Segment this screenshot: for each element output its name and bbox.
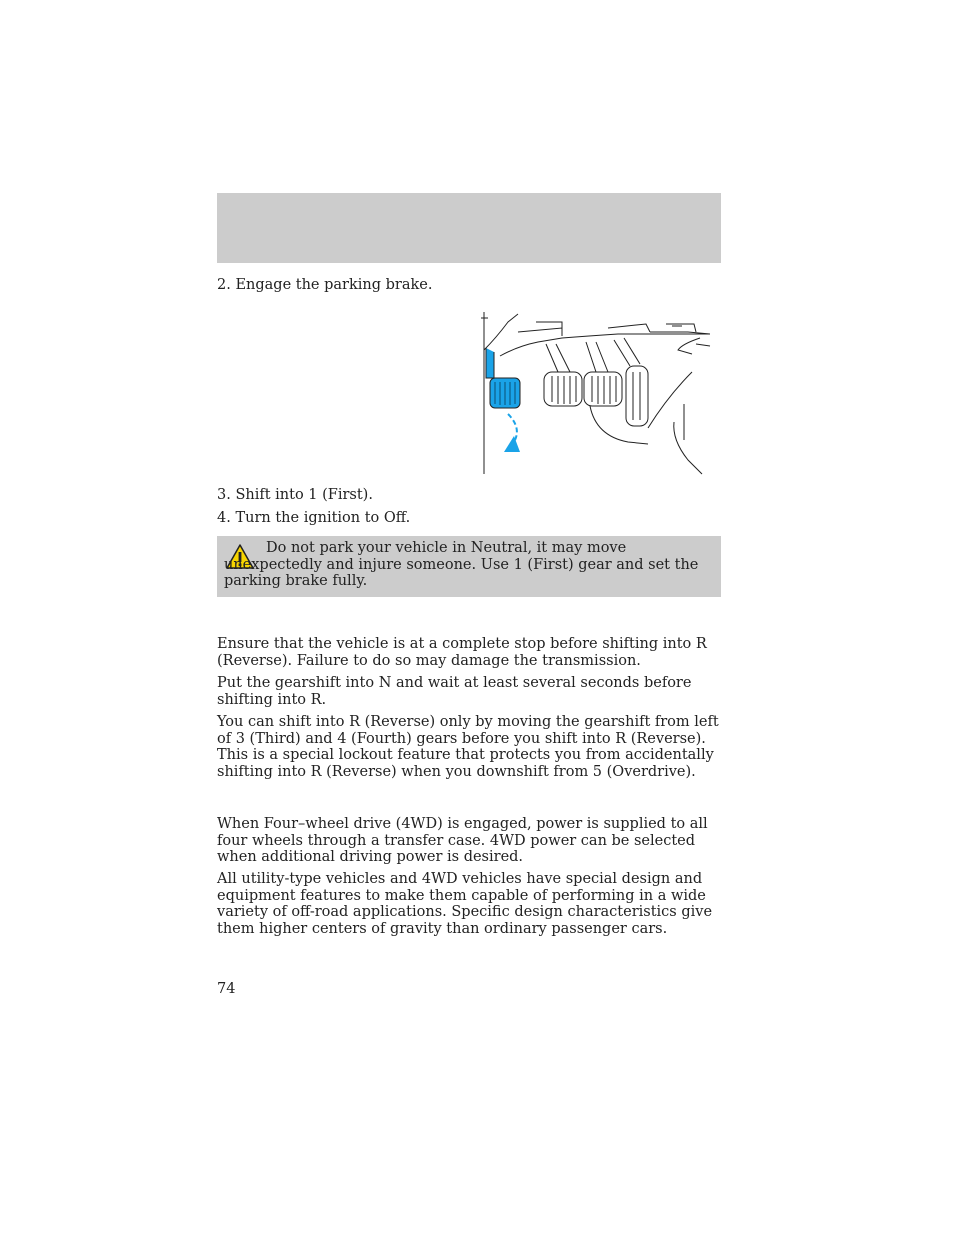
parking-brake-pedal-illustration bbox=[478, 310, 714, 478]
four-wd-paragraph-2: All utility-type vehicles and 4WD vehicles have special design and equipment features to make them capable of performing in a wide variety of off-road applications. Specific design characteristics give them higher centers of gravity than ordinary passenger cars. bbox=[217, 871, 713, 937]
warning-text: Do not park your vehicle in Neutral, it may move unexpectedly and injure someone. Use 1 (First) gear and set the parking brake fully. bbox=[224, 540, 699, 589]
step-engage-parking-brake: 2. Engage the parking brake. bbox=[217, 277, 433, 293]
reverse-paragraph-2: Put the gearshift into N and wait at least several seconds before shifting into R. bbox=[217, 675, 692, 708]
step-turn-ignition-off: 4. Turn the ignition to Off. bbox=[217, 510, 411, 526]
reverse-paragraph-3: You can shift into R (Reverse) only by moving the gearshift from left of 3 (Third) and 4 (Fourth) gears before you shift into R (Reverse). This is a special lockout feature that protects you from accidentally shifting into R (Reverse) when you downshift from 5 (Overdrive). bbox=[217, 714, 719, 780]
step-shift-into-first: 3. Shift into 1 (First). bbox=[217, 487, 373, 503]
section-header-band bbox=[217, 193, 721, 263]
reverse-paragraph-1: Ensure that the vehicle is at a complete stop before shifting into R (Reverse). Failure to do so may damage the transmission. bbox=[217, 636, 707, 669]
warning-box bbox=[217, 536, 721, 597]
page-number: 74 bbox=[217, 981, 236, 997]
four-wd-paragraph-1: When Four–wheel drive (4WD) is engaged, power is supplied to all four wheels through a transfer case. 4WD power can be selected when additional driving power is desired. bbox=[217, 816, 708, 865]
